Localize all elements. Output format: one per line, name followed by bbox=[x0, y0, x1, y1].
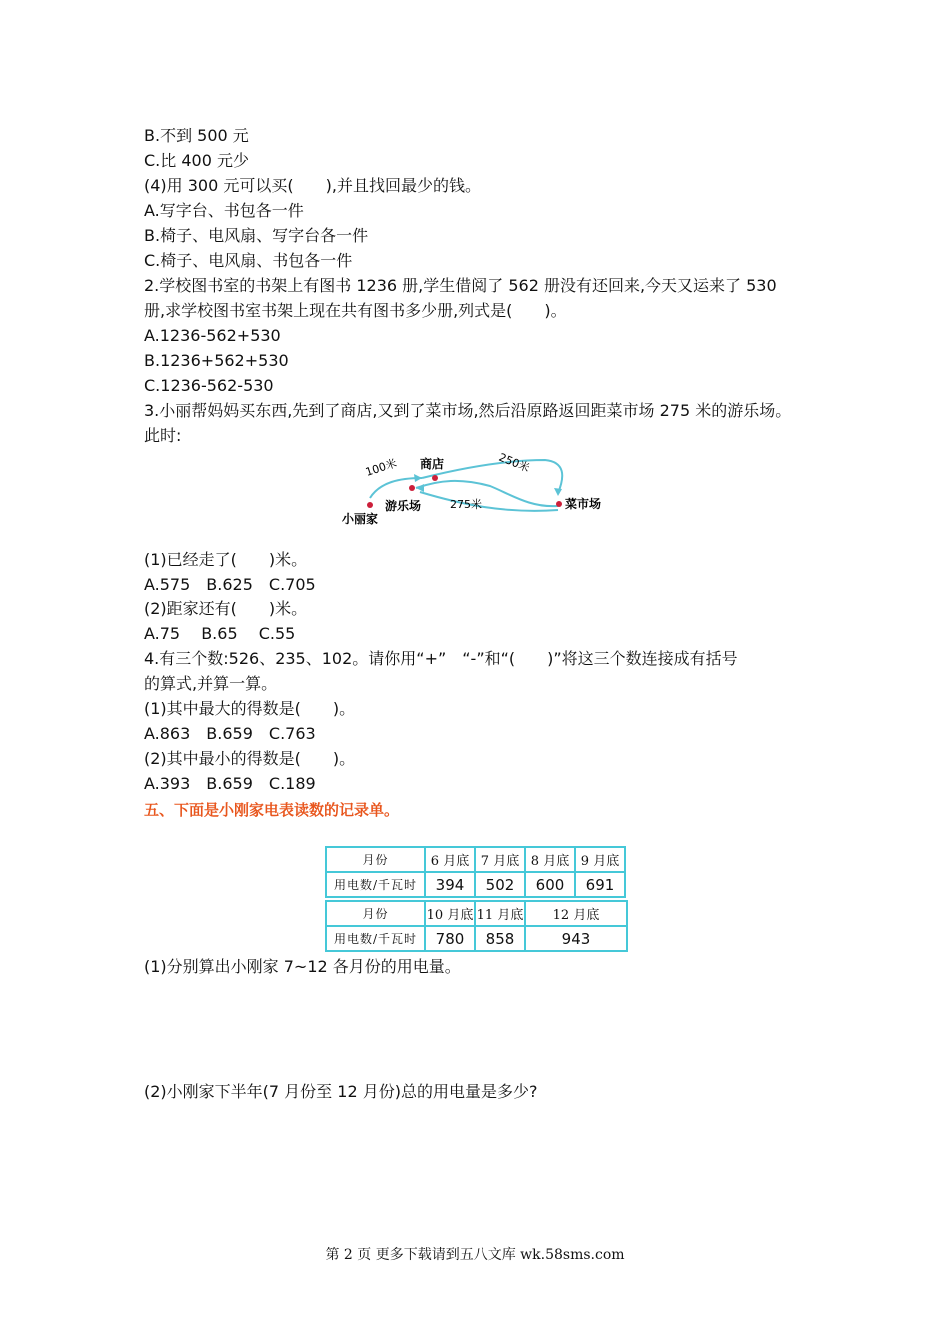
section-5-heading: 五、下面是小刚家电表读数的记录单。 bbox=[144, 801, 400, 819]
value-cell: 943 bbox=[525, 926, 627, 951]
question-2-text: 2.学校图书室的书架上有图书 1236 册,学生借阅了 562 册没有还回来,今天又运来了 530 bbox=[144, 276, 777, 295]
question-3-text-cont: 此时: bbox=[144, 426, 182, 445]
option-b: B.1236+562+530 bbox=[144, 351, 289, 370]
value-cell: 858 bbox=[475, 926, 525, 951]
label-d1: 100米 bbox=[363, 456, 399, 479]
label-month: 月份 bbox=[326, 847, 425, 872]
value-cell: 780 bbox=[425, 926, 475, 951]
sub-question-1: (1)其中最大的得数是( )。 bbox=[144, 699, 356, 718]
shop-dot bbox=[432, 475, 438, 481]
question-3-text: 3.小丽帮妈妈买东西,先到了商店,又到了菜市场,然后沿原路返回距菜市场 275 米的游乐场。 bbox=[144, 401, 792, 420]
park-dot bbox=[409, 485, 415, 491]
text-line: B.不到 500 元 bbox=[144, 126, 249, 145]
month-cell: 6 月底 bbox=[425, 847, 475, 872]
question-4-text-cont: 的算式,并算一算。 bbox=[144, 674, 278, 693]
options-line: A.575 B.625 C.705 bbox=[144, 575, 316, 594]
label-park: 游乐场 bbox=[385, 499, 422, 513]
option-b: B.椅子、电风扇、写字台各一件 bbox=[144, 226, 369, 245]
option-c: C.椅子、电风扇、书包各一件 bbox=[144, 251, 353, 270]
label-d3: 275米 bbox=[450, 498, 482, 511]
route-market-park bbox=[416, 481, 558, 506]
meter-table-1 bbox=[325, 846, 626, 898]
route-bottom bbox=[420, 492, 558, 511]
value-cell: 394 bbox=[425, 872, 475, 897]
month-cell: 9 月底 bbox=[575, 847, 625, 872]
section-5-question-2: (2)小刚家下半年(7 月份至 12 月份)总的用电量是多少? bbox=[144, 1082, 538, 1101]
label-market: 菜市场 bbox=[565, 497, 602, 511]
option-c: C.1236-562-530 bbox=[144, 376, 274, 395]
label-home: 小丽家 bbox=[342, 512, 379, 526]
text-line: C.比 400 元少 bbox=[144, 151, 249, 170]
home-dot bbox=[367, 502, 373, 508]
options-line: A.75 B.65 C.55 bbox=[144, 624, 296, 643]
question-2-text-cont: 册,求学校图书室书架上现在共有图书多少册,列式是( )。 bbox=[144, 301, 567, 320]
label-usage: 用电数/千瓦时 bbox=[326, 872, 425, 897]
option-a: A.1236-562+530 bbox=[144, 326, 281, 345]
value-cell: 502 bbox=[475, 872, 525, 897]
label-month: 月份 bbox=[326, 901, 425, 926]
route-map bbox=[330, 448, 630, 530]
sub-question-2: (2)距家还有( )米。 bbox=[144, 599, 308, 618]
label-d2: 250米 bbox=[496, 450, 532, 475]
options-line: A.863 B.659 C.763 bbox=[144, 724, 316, 743]
options-line: A.393 B.659 C.189 bbox=[144, 774, 316, 793]
value-cell: 691 bbox=[575, 872, 625, 897]
sub-question-2: (2)其中最小的得数是( )。 bbox=[144, 749, 356, 768]
value-cell: 600 bbox=[525, 872, 575, 897]
section-5-question-1: (1)分别算出小刚家 7~12 各月份的用电量。 bbox=[144, 957, 461, 976]
market-dot bbox=[556, 501, 562, 507]
month-cell: 11 月底 bbox=[475, 901, 525, 926]
month-cell: 7 月底 bbox=[475, 847, 525, 872]
label-usage: 用电数/千瓦时 bbox=[326, 926, 425, 951]
option-a: A.写字台、书包各一件 bbox=[144, 201, 304, 220]
question-4-text: (4)用 300 元可以买( ),并且找回最少的钱。 bbox=[144, 176, 481, 195]
sub-question-1: (1)已经走了( )米。 bbox=[144, 550, 308, 569]
month-cell: 12 月底 bbox=[525, 901, 627, 926]
question-4-text: 4.有三个数:526、235、102。请你用“+” “-”和“( )”将这三个数连接成有括号 bbox=[144, 649, 738, 668]
page-footer: 第 2 页 更多下载请到五八文库 wk.58sms.com bbox=[325, 1247, 625, 1263]
label-shop: 商店 bbox=[420, 457, 445, 471]
month-cell: 10 月底 bbox=[425, 901, 475, 926]
month-cell: 8 月底 bbox=[525, 847, 575, 872]
meter-table-2 bbox=[325, 900, 628, 952]
